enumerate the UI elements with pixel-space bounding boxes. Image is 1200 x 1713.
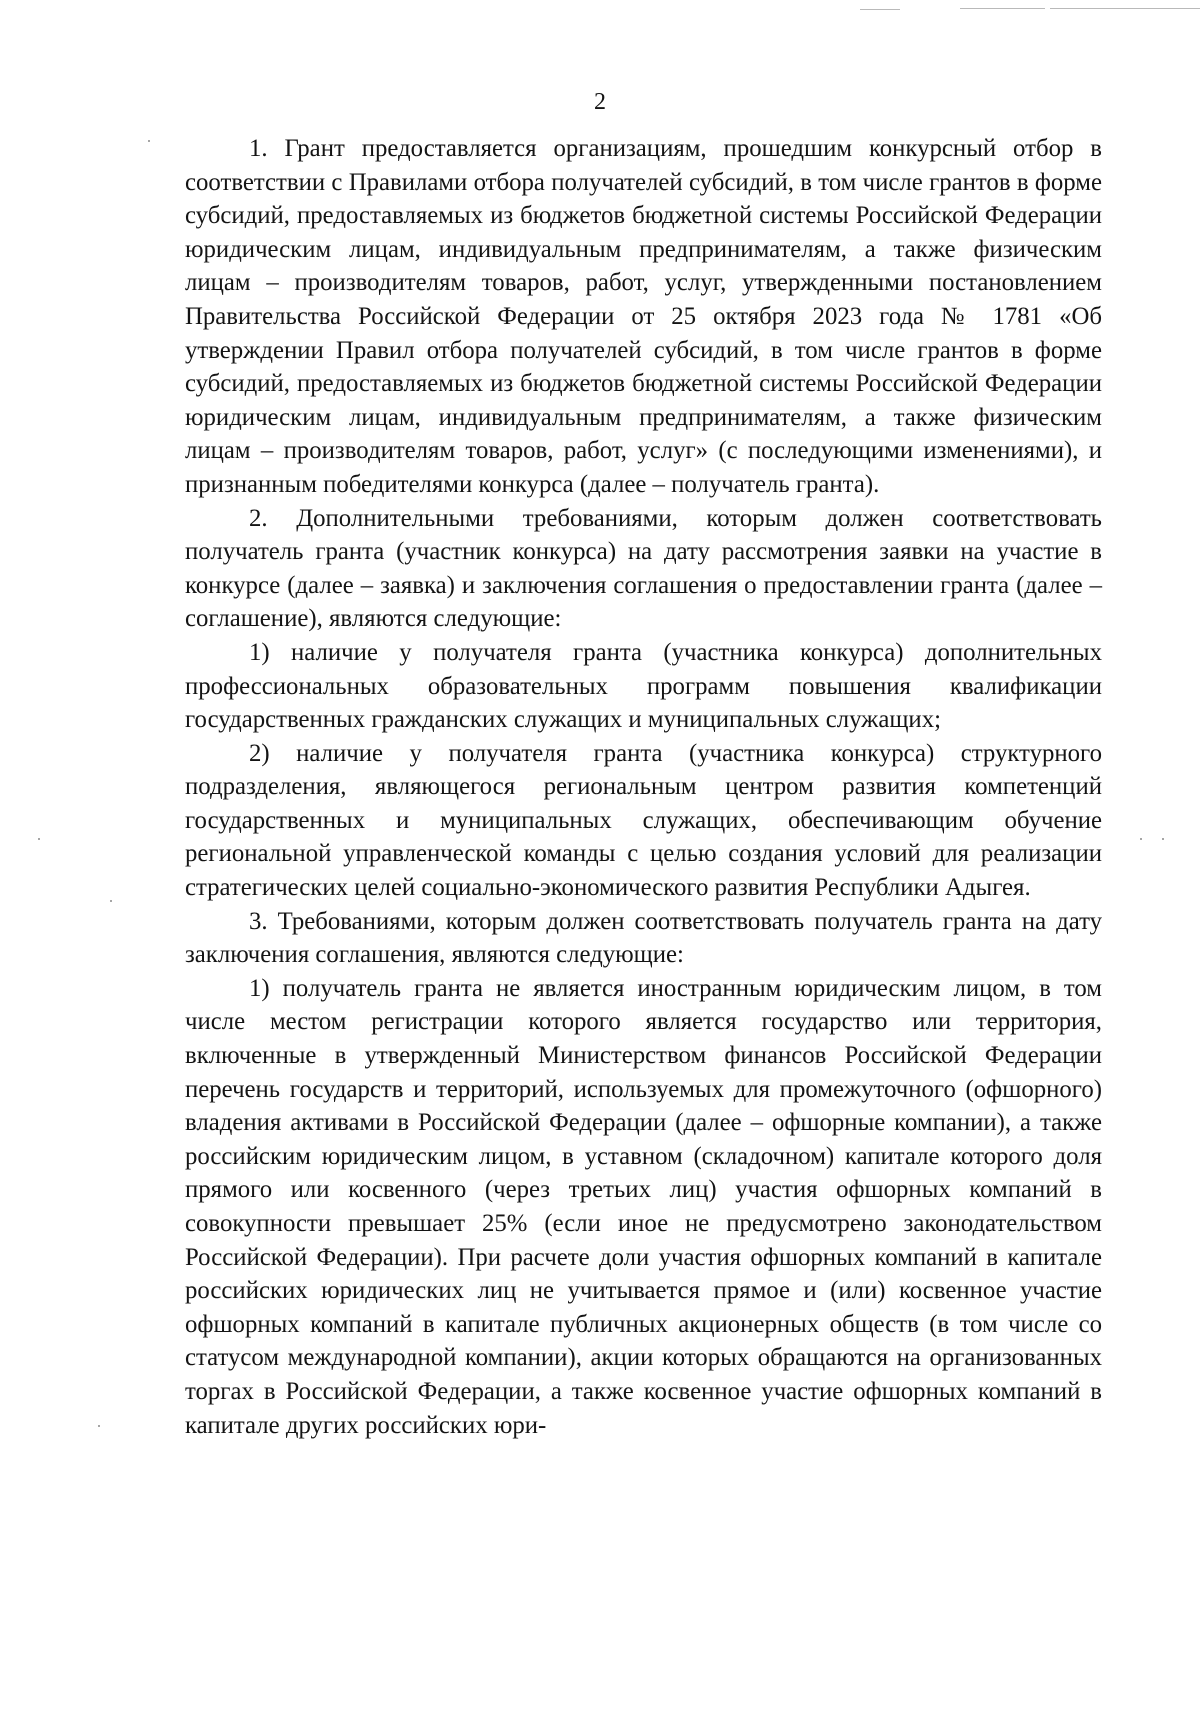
scan-artifact-line [960, 8, 1045, 9]
scan-artifact-speck [1162, 838, 1164, 840]
scan-artifact-speck [38, 838, 40, 840]
document-body [185, 132, 1102, 1442]
paragraph: 2. Дополнительными требованиями, которым должен соответствовать получатель гранта (участник конкурса) на дату рассмотрения заявки на участие в конкурсе (далее – заявка) и заключения соглашения о предоставлении гранта (далее – соглашение), являются следующие: [185, 504, 1102, 633]
paragraph: 1. Грант предоставляется организациям, прошедшим конкурсный отбор в соответствии с Правилами отбора получателей субсидий, в том числе грантов в форме субсидий, предоставляемых из бюджетов бюджетной системы Российской Федерации юридическим лицам, индивидуальным предпринимателям, а также физическим лицам – производителям товаров, работ, услуг, утвержденными постановлением Правительства Российской Федерации от 25 октября 2023 года № 1781 «Об утверждении Правил отбора получателей субсидий, в том числе грантов в форме субсидий, предоставляемых из бюджетов бюджетной системы Российской Федерации юридическим лицам, индивидуальным предпринимателям, а также физическим лицам – производителям товаров, работ, услуг» (с последующими изменениями), и признанным победителями конкурса (далее – получатель гранта). [185, 135, 1102, 498]
paragraph: 3. Требованиями, которым должен соответствовать получатель гранта на дату заключения соглашения, являются следующие: [185, 907, 1102, 969]
page-number: 2 [594, 89, 606, 115]
scan-artifact-speck [148, 140, 150, 142]
list-item: 2) наличие у получателя гранта (участника конкурса) структурного подразделения, являющегося региональным центром развития компетенций государственных и муниципальных служащих, обеспечивающим обучение региональной управленческой команды с целью создания условий для реализации стратегических целей социально-экономического развития Республики Адыгея. [185, 739, 1102, 902]
list-item: 1) получатель гранта не является иностранным юридическим лицом, в том числе местом регистрации которого является государство или территория, включенные в утвержденный Министерством финансов Российской Федерации перечень государств и территорий, используемых для промежуточного (офшорного) владения активами в Российской Федерации (далее – офшорные компании), а также российским юридическим лицом, в уставном (складочном) капитале которого доля прямого или косвенного (через третьих лиц) участия офшорных компаний в совокупности превышает 25% (если иное не предусмотрено законодательством Российской Федерации). При расчете доли участия офшорных компаний в капитале российских юридических лиц не учитывается прямое и (или) косвенное участие офшорных компаний в капитале публичных акционерных обществ (в том числе со статусом международной компании), акции которых обращаются на организованных торгах в Российской Федерации, а также косвенное участие офшорных компаний в капитале других российских юри- [185, 974, 1102, 1439]
scan-artifact-speck [98, 1425, 100, 1427]
list-item: 1) наличие у получателя гранта (участника конкурса) дополнительных профессиональных образовательных программ повышения квалификации государственных гражданских служащих и муниципальных служащих; [185, 638, 1102, 734]
scan-artifact-line [1050, 8, 1200, 9]
scan-artifact-speck [110, 900, 112, 902]
scan-artifact-line [860, 9, 900, 10]
scan-artifact-speck [1140, 838, 1142, 840]
